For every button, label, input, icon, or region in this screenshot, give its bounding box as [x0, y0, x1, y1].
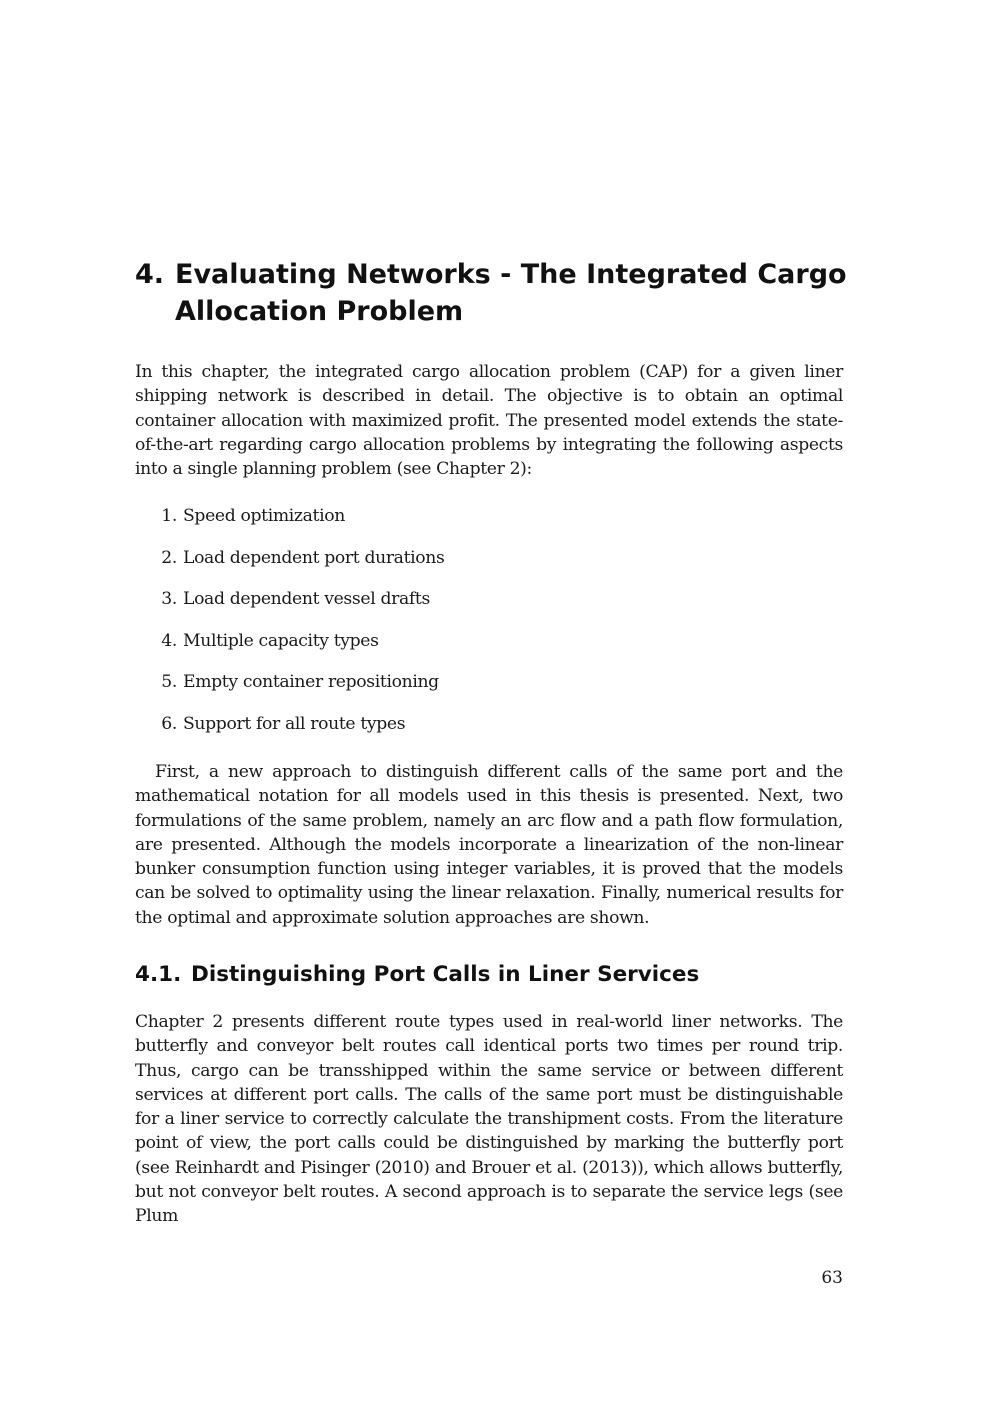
list-item-number: 4.: [161, 630, 177, 651]
list-item-number: 3.: [161, 589, 177, 610]
section-title: [135, 960, 699, 990]
chapter-number: 4.: [135, 259, 165, 290]
aspects-list: [135, 504, 843, 754]
page-number: 63: [821, 1268, 843, 1288]
chapter-title: [135, 256, 875, 330]
intro-paragraph: In this chapter, the integrated cargo allocation problem (CAP) for a given liner shipping network is described in detail. The objective is to obtain an optimal container allocation with maximized profit. The presented model extends the state-of-the-art regarding cargo allocation problems by integrating the following aspects into a single planning problem (see Chapter 2):: [135, 362, 843, 480]
list-item: [135, 629, 843, 671]
section-title-text: Distinguishing Port Calls in Liner Services: [191, 962, 700, 987]
list-item-text: Load dependent vessel drafts: [183, 589, 430, 610]
list-item: [135, 546, 843, 588]
list-item-number: 5.: [161, 672, 177, 693]
chapter-title-line1: Evaluating Networks - The Integrated Cargo: [175, 259, 847, 290]
list-item-number: 6.: [161, 713, 177, 734]
section-number: 4.1.: [135, 962, 182, 987]
section-paragraph: Chapter 2 presents different route types used in real-world liner networks. The butterfly and conveyor belt routes call identical ports two times per round trip. Thus, cargo can be transshipped within the same service or between different services at different port calls. The calls of the same port must be distinguishable for a liner service to correctly calculate the transhipment costs. From the literature point of view, the port calls could be distinguished by marking the butterfly port (see Reinhardt and Pisinger (2010) and Brouer et al. (2013)), which allows butterfly, but not conveyor belt routes. A second approach is to separate the service legs (see Plum: [135, 1012, 843, 1227]
list-item-number: 2.: [161, 547, 177, 568]
list-item-text: Empty container repositioning: [183, 672, 439, 693]
list-item: [135, 712, 843, 754]
list-item-text: Speed optimization: [183, 506, 345, 526]
chapter-title-line2: Allocation Problem: [175, 296, 464, 327]
list-item-number: 1.: [161, 506, 177, 526]
list-item: [135, 504, 843, 546]
list-item-text: Support for all route types: [183, 713, 406, 734]
list-item: [135, 670, 843, 712]
overview-paragraph: First, a new approach to distinguish different calls of the same port and the mathematical notation for all models used in this thesis is presented. Next, two formulations of the same problem, namely an arc flow and a path flow formulation, are presented. Although the models incorporate a linearization of the non-linear bunker consumption function using integer variables, it is proved that the models can be solved to optimality using the linear relaxation. Finally, numerical results for the optimal and approximate solution approaches are shown.: [135, 762, 843, 928]
list-item-text: Load dependent port durations: [183, 547, 445, 568]
list-item: [135, 587, 843, 629]
list-item-text: Multiple capacity types: [183, 630, 379, 651]
